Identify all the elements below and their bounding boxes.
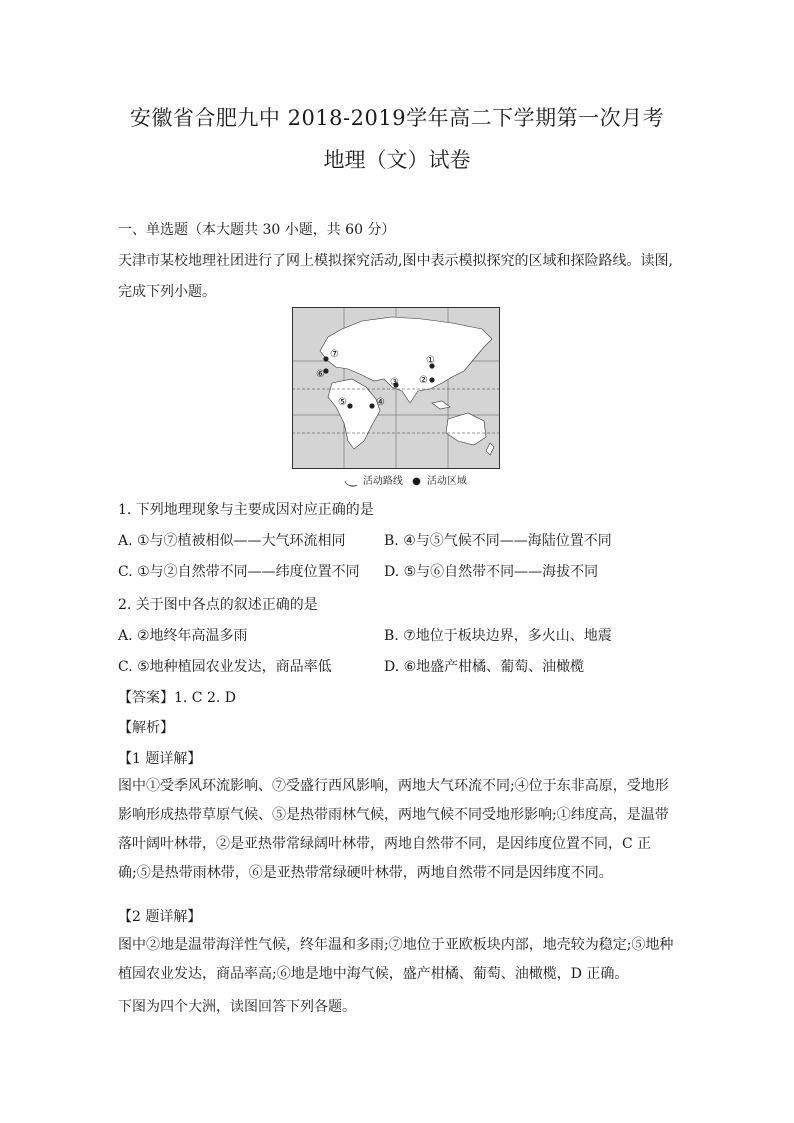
world-map-figure <box>292 307 500 469</box>
map-legend <box>345 472 473 487</box>
detail-1-label: 【1 题详解】 <box>118 751 202 767</box>
area-legend-icon: ● <box>412 476 421 487</box>
route-legend-icon: ◟‿ <box>345 476 357 487</box>
map-point <box>323 356 328 361</box>
analysis-label: 【解析】 <box>118 720 174 736</box>
map-point-label: ⑤ <box>338 397 347 408</box>
document-title: 安徽省合肥九中 2018-2019学年高二下学期第一次月考 <box>129 106 665 130</box>
q1-option-a: A. ①与⑦植被相似——大气环流相同 <box>118 533 346 549</box>
q1-stem: 1. 下列地理现象与主要成因对应正确的是 <box>118 502 374 518</box>
area-legend-label: 活动区域 <box>426 476 467 487</box>
document-subtitle: 地理（文）试卷 <box>323 148 471 172</box>
q2-option-a: A. ②地终年高温多雨 <box>118 628 248 644</box>
q2-option-b: B. ⑦地位于板块边界，多火山、地震 <box>384 628 612 644</box>
intro-line-1: 天津市某校地理社团进行了网上模拟探究活动,图中表示模拟探究的区域和探险路线。读图, <box>118 253 673 269</box>
q1-option-c: C. ①与②自然带不同——纬度位置不同 <box>118 564 360 580</box>
map-point <box>429 377 434 382</box>
detail-2-label: 【2 题详解】 <box>118 909 202 925</box>
q1-option-b: B. ④与⑤气候不同——海陆位置不同 <box>384 533 612 549</box>
map-point-label: ⑦ <box>330 349 339 360</box>
detail-2-text: 图中②地是温带海洋性气候，终年温和多雨;⑦地位于亚欧板块内部，地壳较为稳定;⑤地种植园农业发达，商品率高;⑥地是地中海气候，盛产柑橘、葡萄、油橄榄，D 正确。 <box>118 937 674 982</box>
q2-option-d: D. ⑥地盛产柑橘、葡萄、油橄榄 <box>384 659 585 675</box>
map-point-label: ⑥ <box>316 369 325 380</box>
intro-line-2: 完成下列小题。 <box>118 284 216 300</box>
answer-line: 【答案】1. C 2. D <box>118 690 237 706</box>
q1-option-d: D. ⑤与⑥自然带不同——海拔不同 <box>384 564 599 580</box>
map-point-label: ③ <box>390 377 399 388</box>
next-intro: 下图为四个大洲，读图回答下列各题。 <box>118 999 356 1015</box>
section-heading: 一、单选题（本大题共 30 小题，共 60 分） <box>118 222 396 238</box>
map-point <box>369 403 374 408</box>
q2-stem: 2. 关于图中各点的叙述正确的是 <box>118 597 318 613</box>
route-legend-label: 活动路线 <box>362 476 403 487</box>
detail-1-text: 图中①受季风环流影响、⑦受盛行西风影响，两地大气环流不同;④位于东非高原，受地形影响形成热带草原气候、⑤是热带雨林气候，两地气候不同受地形影响;①纬度高，是温带落叶阔叶林带，②是亚热带常绿阔叶林带，两地自然带不同，是因纬度位置不同，C 正确;⑤是热带雨林带，⑥是亚热带常绿硬叶林带，两地自然带不同是因纬度不同。 <box>118 778 669 881</box>
map-point <box>347 403 352 408</box>
map-point-label: ④ <box>376 397 385 408</box>
q2-option-c: C. ⑤地种植园农业发达，商品率低 <box>118 659 332 675</box>
map-point-label: ② <box>419 375 428 386</box>
map-point-label: ① <box>426 355 435 366</box>
